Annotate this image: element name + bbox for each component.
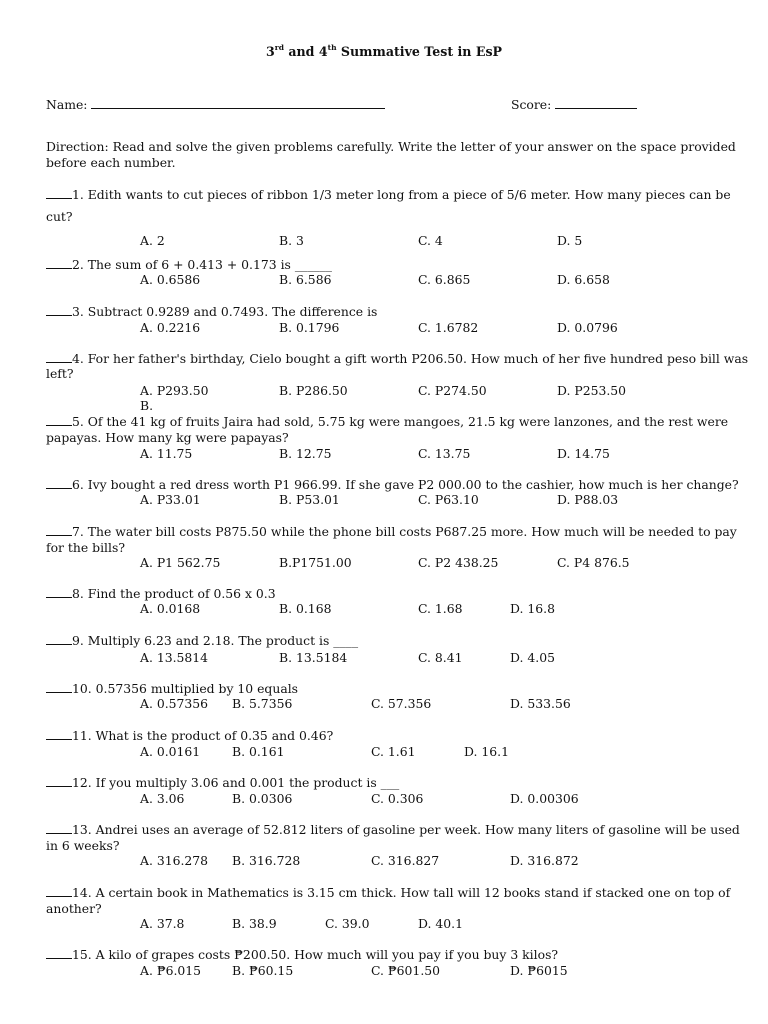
option-c[interactable]: C. 57.356: [371, 696, 432, 711]
question-1-cont: cut?: [46, 209, 73, 224]
answer-blank-12[interactable]: [46, 775, 72, 787]
name-blank[interactable]: [91, 97, 385, 109]
option-d[interactable]: D. 316.872: [510, 853, 579, 868]
option-b[interactable]: B. 0.168: [279, 601, 332, 616]
question-8: 8. Find the product of 0.56 x 0.3: [46, 586, 276, 601]
answer-blank-15[interactable]: [46, 947, 72, 959]
option-a[interactable]: A. 37.8: [140, 916, 185, 931]
question-6: 6. Ivy bought a red dress worth P1 966.99. If she gave P2 000.00 to the cashier, how much is her change?: [46, 477, 739, 492]
option-c[interactable]: C. P63.10: [418, 492, 479, 507]
option-a[interactable]: A. 0.57356: [140, 696, 209, 711]
option-b[interactable]: B. 316.728: [232, 853, 301, 868]
option-b[interactable]: B. P53.01: [279, 492, 340, 507]
option-c[interactable]: C. 4: [418, 233, 443, 248]
question-7-cont: for the bills?: [46, 540, 125, 555]
option-c[interactable]: C. 1.68: [418, 601, 463, 616]
option-a[interactable]: A. P33.01: [140, 492, 201, 507]
option-b[interactable]: B. 13.5184: [279, 650, 348, 665]
option-b[interactable]: B. 12.75: [279, 446, 332, 461]
option-d[interactable]: D. 16.1: [464, 744, 509, 759]
option-d[interactable]: D. P88.03: [557, 492, 619, 507]
option-a[interactable]: A. 3.06: [140, 791, 185, 806]
question-13: 13. Andrei uses an average of 52.812 liters of gasoline per week. How many liters of gasoline will be used: [46, 822, 721, 837]
option-d[interactable]: D. 0.00306: [510, 791, 579, 806]
option-b[interactable]: B. 0.0306: [232, 791, 293, 806]
option-d[interactable]: D. 0.0796: [557, 320, 618, 335]
question-7: 7. The water bill costs P875.50 while the phone bill costs P687.25 more. How much will be needed to pay: [46, 524, 721, 539]
question-1: 1. Edith wants to cut pieces of ribbon 1/3 meter long from a piece of 5/6 meter. How many pieces can be: [46, 187, 721, 202]
answer-blank-2[interactable]: [46, 257, 72, 269]
option-b[interactable]: B. 3: [279, 233, 304, 248]
page-title: 3rd and 4th Summative Test in EsP: [265, 43, 503, 60]
question-3: 3. Subtract 0.9289 and 0.7493. The difference is: [46, 304, 377, 319]
question-2: 2. The sum of 6 + 0.413 + 0.173 is ______: [46, 257, 332, 272]
option-a[interactable]: A. P293.50: [140, 383, 209, 398]
score-label: Score:: [511, 97, 552, 112]
answer-blank-6[interactable]: [46, 477, 72, 489]
score-blank[interactable]: [555, 97, 637, 109]
direction-line-2: before each number.: [46, 155, 176, 170]
question-14: 14. A certain book in Mathematics is 3.15 cm thick. How tall will 12 books stand if stacked one on top of: [46, 885, 721, 900]
option-a[interactable]: A. P1 562.75: [140, 555, 221, 570]
option-d[interactable]: C. P4 876.5: [557, 555, 630, 570]
answer-blank-11[interactable]: [46, 728, 72, 740]
answer-blank-13[interactable]: [46, 822, 72, 834]
option-d[interactable]: D. 5: [557, 233, 583, 248]
option-b[interactable]: B. P286.50: [279, 383, 348, 398]
option-d[interactable]: D. 40.1: [418, 916, 463, 931]
question-9: 9. Multiply 6.23 and 2.18. The product is ____: [46, 633, 358, 648]
option-c[interactable]: C. 1.61: [371, 744, 416, 759]
option-b[interactable]: B. 0.161: [232, 744, 285, 759]
option-b[interactable]: B. 5.7356: [232, 696, 293, 711]
answer-blank-1[interactable]: [46, 187, 72, 199]
option-a[interactable]: A. 0.6586: [140, 272, 201, 287]
option-d[interactable]: D. ₱6015: [510, 963, 568, 978]
option-b[interactable]: B. ₱60.15: [232, 963, 294, 978]
option-c[interactable]: C. 316.827: [371, 853, 440, 868]
option-c[interactable]: C. 8.41: [418, 650, 463, 665]
question-13-cont: in 6 weeks?: [46, 838, 120, 853]
option-d[interactable]: D. 16.8: [510, 601, 555, 616]
option-a[interactable]: A. 0.0168: [140, 601, 201, 616]
option-a[interactable]: A. 0.2216: [140, 320, 201, 335]
name-field[interactable]: [46, 97, 385, 112]
option-b[interactable]: B.P1751.00: [279, 555, 352, 570]
option-a[interactable]: A. ₱6.015: [140, 963, 202, 978]
option-b[interactable]: B. 0.1796: [279, 320, 340, 335]
answer-blank-7[interactable]: [46, 524, 72, 536]
option-c[interactable]: C. ₱601.50: [371, 963, 441, 978]
option-a[interactable]: A. 0.0161: [140, 744, 201, 759]
direction-line-1: Direction: Read and solve the given problems carefully. Write the letter of your answer on the space provided: [46, 139, 736, 154]
answer-blank-10[interactable]: [46, 681, 72, 693]
option-c[interactable]: C. P2 438.25: [418, 555, 499, 570]
option-d[interactable]: D. 14.75: [557, 446, 610, 461]
answer-blank-5[interactable]: [46, 414, 72, 426]
answer-blank-3[interactable]: [46, 304, 72, 316]
option-a[interactable]: A. 11.75: [140, 446, 193, 461]
option-d[interactable]: D. P253.50: [557, 383, 627, 398]
option-c[interactable]: C. 6.865: [418, 272, 471, 287]
option-c[interactable]: C. 39.0: [325, 916, 370, 931]
answer-blank-14[interactable]: [46, 885, 72, 897]
option-b[interactable]: B. 6.586: [279, 272, 332, 287]
question-10: 10. 0.57356 multiplied by 10 equals: [46, 681, 298, 696]
option-a[interactable]: A. 316.278: [140, 853, 209, 868]
question-5-cont: papayas. How many kg were papayas?: [46, 430, 289, 445]
option-c[interactable]: C. 13.75: [418, 446, 471, 461]
question-5: 5. Of the 41 kg of fruits Jaira had sold, 5.75 kg were mangoes, 21.5 kg were lanzones, and the rest were: [46, 414, 721, 429]
option-c[interactable]: C. 0.306: [371, 791, 424, 806]
score-field[interactable]: [511, 97, 637, 112]
question-4: 4. For her father's birthday, Cielo bought a gift worth P206.50. How much of her five hundred peso bill was: [46, 351, 721, 366]
option-b[interactable]: B. 38.9: [232, 916, 277, 931]
option-a[interactable]: A. 13.5814: [140, 650, 209, 665]
question-15: 15. A kilo of grapes costs ₱200.50. How much will you pay if you buy 3 kilos?: [46, 947, 558, 962]
option-d[interactable]: D. 6.658: [557, 272, 610, 287]
option-d[interactable]: D. 4.05: [510, 650, 555, 665]
stray-option-label: B.: [140, 398, 154, 413]
option-c[interactable]: C. P274.50: [418, 383, 487, 398]
name-label: Name:: [46, 97, 88, 112]
question-11: 11. What is the product of 0.35 and 0.46?: [46, 728, 333, 743]
question-4-cont: left?: [46, 366, 74, 381]
question-12: 12. If you multiply 3.06 and 0.001 the product is ___: [46, 775, 399, 790]
option-c[interactable]: C. 1.6782: [418, 320, 479, 335]
answer-blank-4[interactable]: [46, 351, 72, 363]
answer-blank-9[interactable]: [46, 633, 72, 645]
option-d[interactable]: D. 533.56: [510, 696, 571, 711]
answer-blank-8[interactable]: [46, 586, 72, 598]
option-a[interactable]: A. 2: [140, 233, 165, 248]
question-14-cont: another?: [46, 901, 102, 916]
